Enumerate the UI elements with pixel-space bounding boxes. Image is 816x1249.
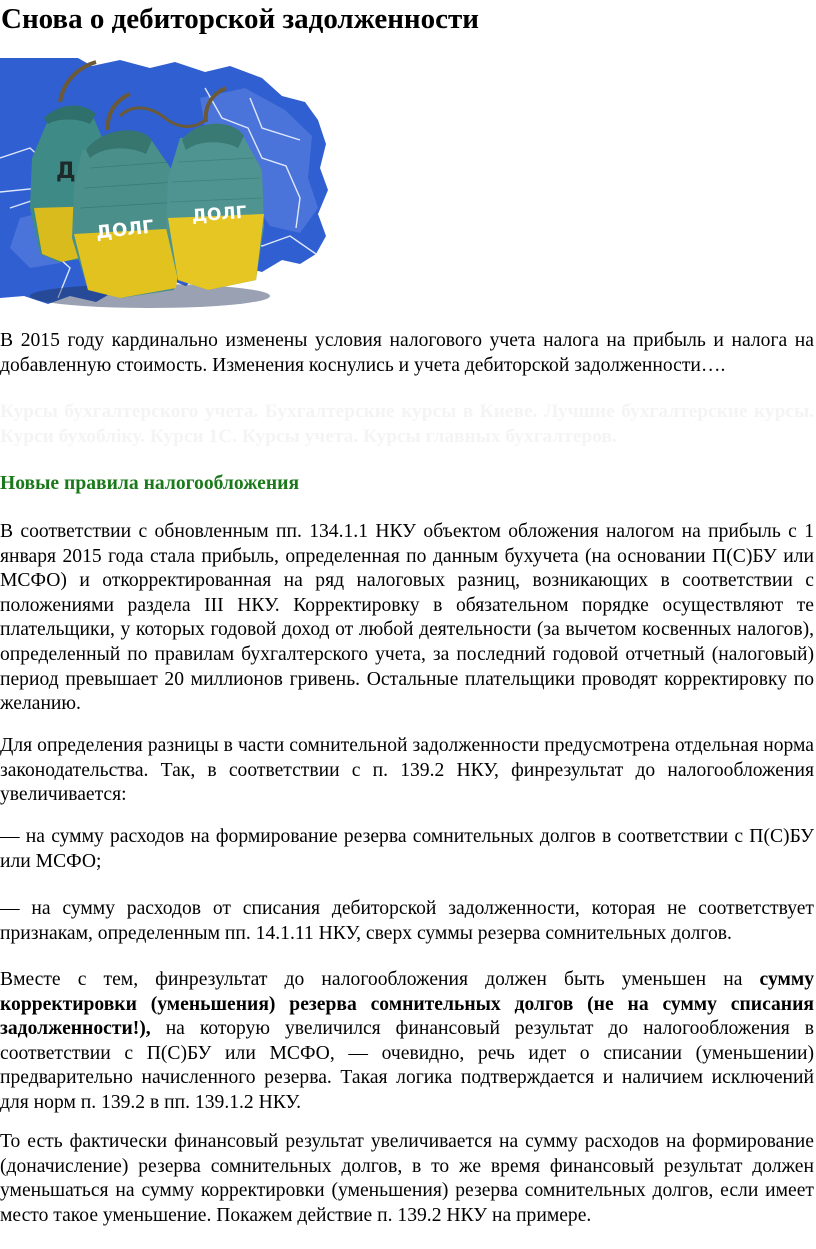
debt-bags-image [0,58,330,308]
paragraph-doubtful-debt: Для определения разницы в части сомнительной задолженности предусмотрена отдельная норма законодательства. Так, в соответствии с п. 139.2 НКУ, финрезультат до налогообложения увеличивается: [0,735,814,806]
bag-label-middle: ДОЛГ [95,216,155,244]
paragraph-reduction-tail: на которую увеличился финансовый результат до налогообложения в соответствии с П(С)БУ или МСФО, — очевидно, речь идет о списании (уменьшении) предварительно начисленного резерва. Такая логика подтверждается и наличием исключений для норм п. 139.2 в пп. 139.1.2 НКУ. [0,1018,814,1113]
bag-label-left: Д [56,159,76,184]
bag-label-right: ДОЛГ [191,202,248,227]
intro-paragraph: В 2015 году кардинально изменены условия налогового учета налога на прибыль и налога на добавленную стоимость. Изменения коснулись и учета дебиторской задолженности…. [0,330,814,376]
section-heading: Новые правила налогообложения [0,473,300,494]
hidden-link[interactable]: Курси бухобліку. [0,425,145,447]
paragraph-reduction-lead: Вместе с тем, финрезультат до налогообложения должен быть уменьшен на [0,969,760,990]
list-item-writeoff-expenses: — на сумму расходов от списания дебиторской задолженности, которая не соответствует признакам, определенным пп. 14.1.11 НКУ, сверх суммы резерва сомнительных долгов. [0,898,814,944]
list-item-reserve-expenses: — на сумму расходов на формирование резерва сомнительных долгов в соответствии с П(С)БУ или МСФО; [0,826,814,872]
hidden-link[interactable]: Бухгалтерские курсы в Киеве. [264,401,538,422]
paragraph-reduction [0,968,814,1116]
page-title: Снова о дебиторской задолженности [1,3,479,35]
hidden-links-block [0,400,814,449]
paragraph-summary: То есть фактически финансовый результат увеличивается на сумму расходов на формирование (доначисление) резерва сомнительных долгов, в то же время финансовый результат должен уменьшаться на сумму корректировки (уменьшения) резерва сомнительных долгов, если имеет место такое уменьшение. Покажем действие п. 139.2 НКУ на примере. [0,1131,814,1226]
paragraph-reduction-bold: сумму корректировки (уменьшения) резерва сомнительных долгов (не на сумму списания задолженности!), [0,969,814,1040]
hidden-link[interactable]: Курси 1С. [149,425,238,447]
hidden-link[interactable]: Курсы учета. [241,425,359,447]
paragraph-tax-rules: В соответствии с обновленным пп. 134.1.1 НКУ объектом обложения налогом на прибыль с 1 января 2015 года стала прибыль, определенная по данным бухучета (на основании П(С)БУ или МСФО) и откорректированная на ряд налоговых разниц, возникающих в соответствии с положениями раздела III НКУ. Корректировку в обязательном порядке осуществляют те плательщики, у которых годовой доход от любой деятельности (за вычетом косвенных налогов), определенный по правилам бухгалтерского учета, за последний годовой отчетный (налоговый) период превышает 20 миллионов гривень. Остальные плательщики проводят корректировку по желанию. [0,521,814,715]
hidden-link[interactable]: Лучшие бухгалтерские курсы. [543,401,815,422]
hidden-link[interactable]: Курсы главных бухгалтеров. [362,425,617,447]
hidden-link[interactable]: Курсы бухгалтерского учета. [0,401,259,422]
